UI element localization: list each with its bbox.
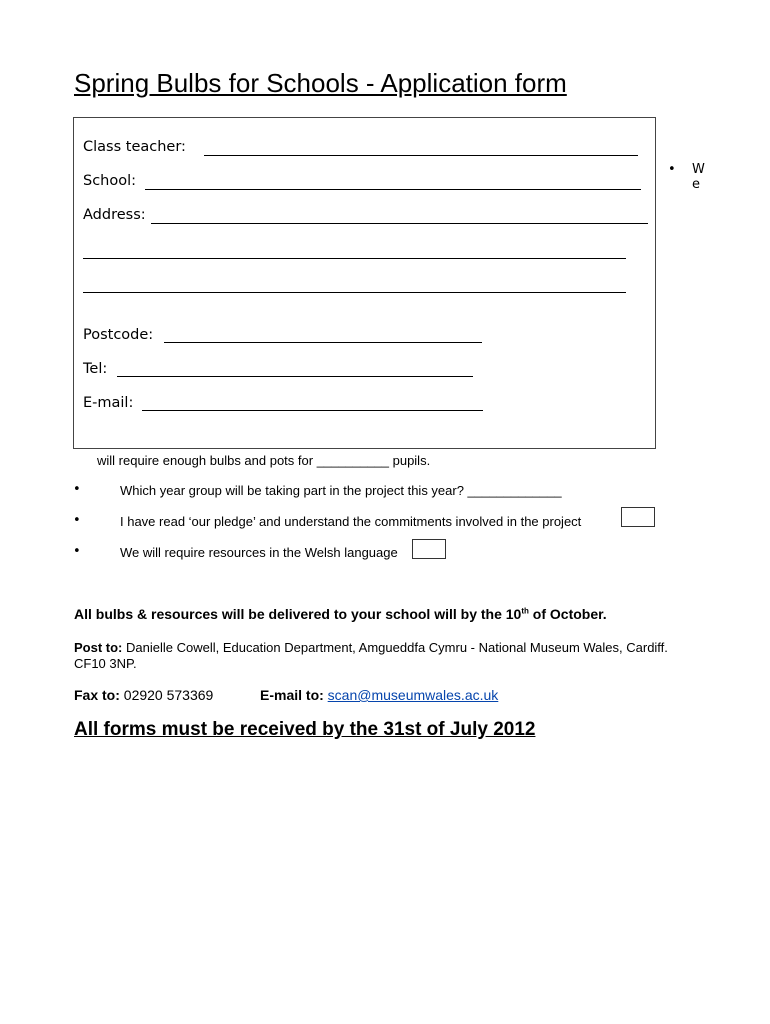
- year-group-question: Which year group will be taking part in the project this year? _____________: [120, 483, 562, 498]
- email-link[interactable]: scan@museumwales.ac.uk: [327, 687, 499, 703]
- class-teacher-field[interactable]: [204, 155, 638, 156]
- bullet-icon: •: [73, 513, 81, 528]
- pupils-count-line: will require enough bulbs and pots for __________ pupils.: [97, 453, 431, 468]
- address-field-line-3[interactable]: [83, 292, 626, 293]
- deadline-notice: All forms must be received by the 31st of July 2012: [74, 719, 536, 740]
- address-label: Address:: [83, 207, 146, 223]
- address-field-line-1[interactable]: [151, 223, 648, 224]
- class-teacher-label: Class teacher:: [83, 139, 186, 155]
- bullet-icon: •: [668, 162, 676, 177]
- postcode-field[interactable]: [164, 342, 482, 343]
- application-form-box: [73, 117, 656, 449]
- post-to-address: Post to: Danielle Cowell, Education Department, Amgueddfa Cymru - National Museum Wales, Cardiff. CF10 3NP.: [74, 640, 668, 671]
- bullet-icon: •: [73, 482, 81, 497]
- postcode-label: Postcode:: [83, 327, 154, 343]
- bullet-icon: •: [73, 544, 81, 559]
- school-field[interactable]: [145, 189, 641, 190]
- address-field-line-2[interactable]: [83, 258, 626, 259]
- side-bullet-text: We: [692, 162, 705, 192]
- school-label: School:: [83, 173, 137, 189]
- email-label: E-mail:: [83, 395, 134, 411]
- tel-label: Tel:: [83, 361, 108, 377]
- page-title: Spring Bulbs for Schools - Application form: [74, 68, 567, 98]
- delivery-notice: All bulbs & resources will be delivered to your school will by the 10th of October.: [74, 606, 607, 622]
- tel-field[interactable]: [117, 376, 473, 377]
- email-field[interactable]: [142, 410, 483, 411]
- pledge-statement: I have read ‘our pledge’ and understand the commitments involved in the project: [120, 514, 582, 529]
- fax-line: Fax to: 02920 573369: [74, 687, 214, 703]
- welsh-resources-statement: We will require resources in the Welsh language: [120, 545, 398, 560]
- email-line: E-mail to: scan@museumwales.ac.uk: [260, 687, 499, 703]
- pledge-checkbox[interactable]: [621, 507, 655, 527]
- welsh-language-checkbox[interactable]: [412, 539, 446, 559]
